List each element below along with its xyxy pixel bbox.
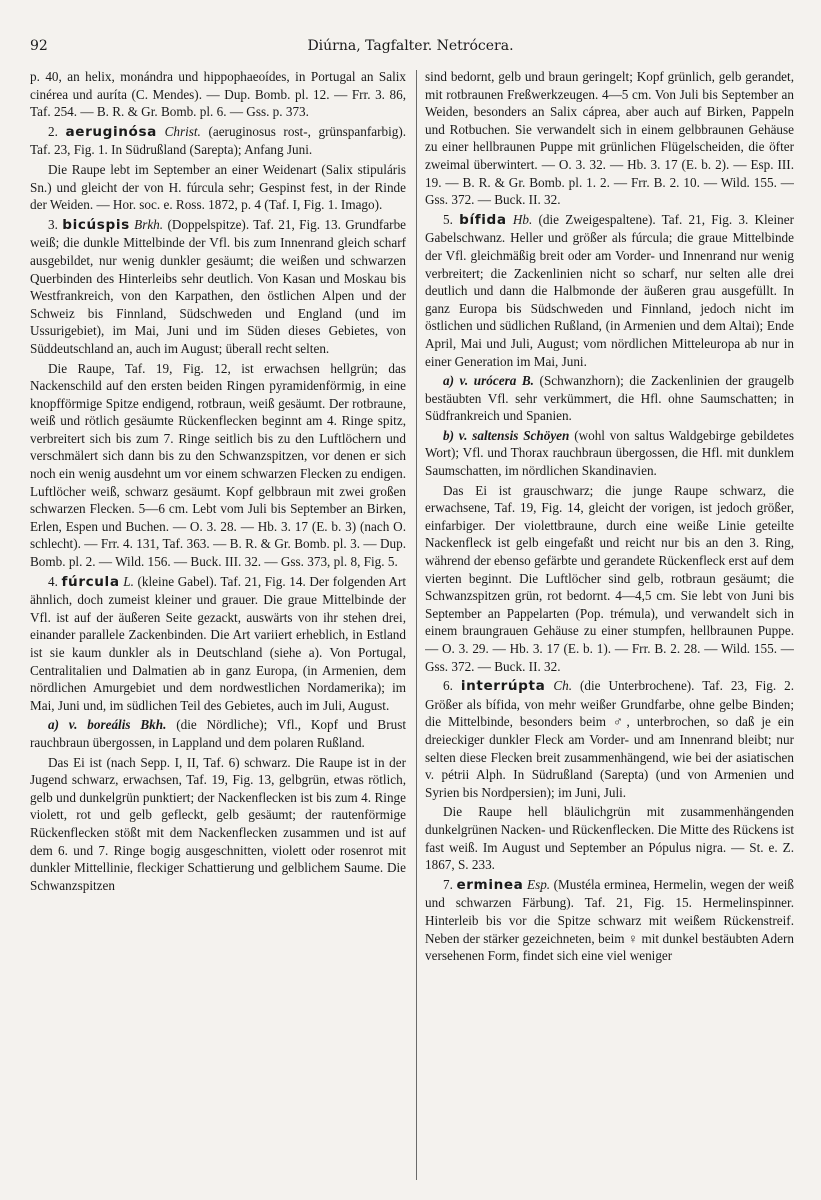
variety-description: (Schwanzhorn); die Zackenlinien der graugelb bestäubten Vfl. sehr verkümmert, die Hfl. ohne Saumschatten; in Südfrankreich und Spanien.: [425, 373, 794, 424]
paragraph: Das Ei ist (nach Sepp. I, II, Taf. 6) schwarz. Die Raupe ist in der Jugend schwarz, erwachsen, Taf. 19, Fig. 13, gelbgrün, etwas rötlich, gelb und dunkelgrün punktiert; der Nackenflecken ist bis zum 4. Ringe violett, rot und gelb gefleckt, gelb gesäumt; der rautenförmige Rückenflecken stößt mit dem Nackenflecken zusammen und ist auf dem 6. und 7. Ringe bogig ausgeschnitten, violett oder rosenrot mit dunkler Mittellinie, fleckiger Schattierung und gelblichem Saume. Die Schwanzspitzen: [30, 754, 406, 893]
running-head: Diúrna, Tagfalter. Netrócera.: [307, 38, 514, 54]
species-author: Hb.: [512, 211, 533, 227]
paragraph: sind bedornt, gelb und braun geringelt; Kopf grünlich, gelb gerandet, mit rotbraunen Freßwerkzeugen. 4—5 cm. Von Juli bis September an Weiden, besonders an Salix cáprea, aber auch auf Birken, Pappeln und Rotbuchen. Sie verwandelt sich in einem gelbbraunen Gehäuse zu einer hellbraunen Puppe mit grünlichen Flügelscheiden, die öfter zweimal überwintert. — O. 3. 32. — Hb. 3. 17 (E. b. 2). — Esp. III. 19. — B. R. & Gr. Bomb. pl. 1. 2. — Frr. B. 2. 10. — Wild. 155. — Gss. 372. — Buck. II. 32.: [425, 69, 794, 208]
species-description: (aeruginosus rost-, grünspanfarbig). Taf. 23, Fig. 1. In Südrußland (Sarepta); Anfang Juni.: [30, 123, 406, 158]
variety-name: a) v. urócera B.: [443, 373, 534, 389]
left-column: [30, 68, 406, 1188]
species-description: (die Zweigespaltene). Taf. 21, Fig. 3. Kleiner Gabelschwanz. Heller und größer als fúrcula; die graue Mittelbinde der Vfl. gleichmäßig breit oder am Vorder- und Innenrand nur wenig verbreitert; die Zackenlinien nicht so scharf, nur selten alle drei deutlich und dann die Halbmonde der äußeren grau ausgefüllt. In ganz Europa bis Südschweden und Finnland, jedoch nicht im östlichen und südlichen Rußland, (in Armenien und dem Altai); Ende April, Mai und Juli, August; vom nördlichen Mitteleuropa ab nur in einer Generation im Mai, Juni.: [425, 211, 794, 369]
species-author: L.: [123, 573, 134, 589]
paragraph: Die Raupe lebt im September an einer Weidenart (Salix stipuláris Sn.) und gleicht der von H. fúrcula sehr; Gespinst fest, in der Rinde der Weiden. — Hor. soc. e. Ross. 1872, p. 4 (Taf. I, Fig. 1. Imago).: [30, 161, 406, 213]
species-description: (die Unterbrochene). Taf. 23, Fig. 2. Größer als bífida, von mehr weißer Grundfarbe, ohne gelbe Binden; die Mittelbinde, besonders beim ♂, unterbrochen, so daß je ein dreieckiger dunkler Fleck am Vorder- und am Innenrand bleibt; nur selten diese Flecken breit zusammenhängend, wie bei der asiatischen v. pétrii Alph. In Südrußland (Sarepta) (und von Armenien und Syrien bis Nordpersien); im Juni, Juli.: [425, 678, 794, 800]
page-number: 92: [30, 38, 48, 54]
variety-description: (die Nördliche); Vfl., Kopf und Brust rauchbraun übergossen, in Lappland und dem polaren Rußland.: [30, 717, 406, 750]
paragraph: Das Ei ist grauschwarz; die junge Raupe schwarz, die erwachsene, Taf. 19, Fig. 14, gleicht der vorigen, ist jedoch größer, einfarbiger. Der violettbraune, durch eine weiße Linie geteilte Nackenfleck ist gelb eingefaßt und reicht nur bis an den 3. Ring, während der ebenso gefärbte und gerandete Rückenfleck erst auf dem vierten beginnt. Die Luftlöcher sind gelb, rotbraun gesäumt; die Schwanzspitzen grün, rot bedornt. 4—4,5 cm. Sie lebt von Juni bis September an Pappelarten (Pop. trémula), und verwandelt sich in einem braungrauen Gehäuse zu einer stumpfen, hellbraunen Puppe. — O. 3. 29. — Hb. 3. 17 (E. b. 1). — Frr. B. 2. 28. — Wild. 155. — Gss. 372. — Buck. II. 32.: [425, 482, 794, 674]
page-header: [30, 38, 791, 62]
variety-entry: [425, 427, 794, 480]
species-description: (kleine Gabel). Taf. 21, Fig. 14. Der folgenden Art ähnlich, doch zumeist kleiner und grauer. Die graue Mittelbinde der Vfl. ist auf der äußeren Seite gezackt, auswärts von ihr stehen drei, einander parallele Zackenbinden. Die Art variiert erheblich, in Estland ist sie kaum dunkler als in Deutschland (siehe a). Von Portugal, Centralitalien und Dalmatien ab in ganz Europa, (in Armenien, dem nördlichen Amurgebiet und dem nordwestlichen Nordamerika); im Mai, Juni und, im südlichen Teil des Gebietes, auch im Juli, August.: [30, 573, 406, 713]
species-name: fúrcula: [61, 573, 120, 590]
species-name: bicúspis: [62, 216, 130, 233]
species-entry-interrupta: 6. interrúpta Ch. (die Unterbrochene). Taf. 23, Fig. 2. Größer als bífida, von mehr weißer Grundfarbe, ohne gelbe Binden; die Mittelbinde, besonders beim ♂, unterbrochen, so daß je ein dreieckiger dunkler Fleck am Vorder- und am Innenrand bleibt; nur selten diese Flecken breit zusammenhängend, wie bei der asiatischen v. pétrii Alph. In Südrußland (Sarepta) (und von Armenien und Syrien bis Nordpersien); im Juni, Juli.: [425, 678, 794, 800]
variety-name: b) v. saltensis Schöyen: [443, 427, 570, 443]
variety-entry: [30, 716, 406, 751]
paragraph: Die Raupe, Taf. 19, Fig. 12, ist erwachsen hellgrün; das Nackenschild auf den ersten beiden Ringen pyramidenförmig, in eine knopfförmige Spitze endigend, rotbraun, weiß gesäumt. Der rotbraune, weiß und rötlich gesäumte Rückenflecken beginnt am 4. Ringe spitz, verbreitert sich bis zum 7. Ringe seitlich bis zu den Luftlöchern und verschmälert sich dann bis zu den Schwanzspitzen, vor denen er sich noch ein wenig ausdehnt um vor einem schwarzen Flecken zu endigen. Luftlöcher weiß, schwarz gesäumt. Kopf gelbbraun mit zwei großen schwarzen Flecken. 5—6 cm. Lebt vom Juli bis September an Birken, Erlen, Espen und Buchen. — O. 3. 28. — Hb. 3. 17 (E. b. 3) (nach O. schlecht). — Frr. 4. 131, Taf. 363. — B. R. & Gr. Bomb. pl. 3. — Dup. Bomb. pl. 2. — Wild. 156. — Buck. III. 32. — Gss. 373, pl. 8, Fig. 5.: [30, 360, 406, 570]
right-column: [425, 68, 794, 1188]
species-entry-bicuspis: 3. bicúspis Brkh. (Doppelspitze). Taf. 21, Fig. 13. Grundfarbe weiß; die dunkle Mittelbinde der Vfl. bis zum Innenrand gleich scharf ausgebildet, nur wenig dunkler gesäumt; die weißen und schwarzen Querbinden des Hinterleibs sehr deutlich. Von Kasan und Moskau bis Westfrankreich, von den Karpathen, den östlichen Alpen und der Schweiz bis Finnland, Südschweden und England (und im Ussurigebiet), im Mai, Juni und im Süden dieses Gebietes, von Süddeutschland an, auch im August; überall recht selten.: [30, 216, 406, 356]
species-author: Brkh.: [134, 216, 164, 232]
species-entry-furcula: 4. fúrcula L. (kleine Gabel). Taf. 21, Fig. 14. Der folgenden Art ähnlich, doch zumeist kleiner und grauer. Die graue Mittelbinde der Vfl. ist auf der äußeren Seite gezackt, auswärts von ihr stehen drei, einander parallele Zackenbinden. Die Art variiert erheblich, in Estland ist sie kaum dunkler als in Deutschland (siehe a). Von Portugal, Centralitalien und Dalmatien ab in ganz Europa, (in Armenien, dem nördlichen Amurgebiet und dem nordwestlichen Nordamerika); im Mai, Juni und, im südlichen Teil des Gebietes, auch im Juli, August.: [30, 573, 406, 713]
species-author: Esp.: [527, 876, 551, 892]
species-entry-erminea: 7. erminea Esp. (Mustéla erminea, Hermelin, wegen der weiß und schwarzen Färbung). Taf. 21, Fig. 15. Hermelinspinner. Hinterleib bis vor die Spitze schwarz mit weißem Rückenstreif. Neben der stärker gezeichneten, beim ♀ mit dunkel bestäubten Adern versehenen Form, findet sich eine viel weniger: [425, 876, 794, 964]
species-entry-bifida: 5. bífida Hb. (die Zweigespaltene). Taf. 21, Fig. 3. Kleiner Gabelschwanz. Heller und größer als fúrcula; die graue Mittelbinde der Vfl. gleichmäßig breit oder am Vorder- und Innenrand nur wenig verbreitert; die Zackenlinien nicht so scharf, nur selten alle drei deutlich und dann die Halbmonde der äußeren grau ausgefüllt. In ganz Europa bis Südschweden und Finnland, jedoch nicht im östlichen und südlichen Rußland, (in Armenien und dem Altai); Ende April, Mai und Juli, August; vom nördlichen Mitteleuropa ab nur in einer Generation im Mai, Juni.: [425, 211, 794, 369]
species-author: Christ.: [164, 123, 201, 139]
species-name: erminea: [456, 876, 524, 893]
species-author: Ch.: [553, 678, 573, 694]
variety-entry: [425, 372, 794, 425]
species-description: (Doppelspitze). Taf. 21, Fig. 13. Grundfarbe weiß; die dunkle Mittelbinde der Vfl. bis zum Innenrand gleich scharf ausgebildet, nur wenig dunkler gesäumt; die weißen und schwarzen Querbinden des Hinterleibs sehr deutlich. Von Kasan und Moskau bis Westfrankreich, von den Karpathen, den östlichen Alpen und der Schweiz bis Finnland, Südschweden und England (und im Ussurigebiet), im Mai, Juni und im Süden dieses Gebietes, von Süddeutschland an, auch im August; überall recht selten.: [30, 216, 406, 356]
species-name: aeruginósa: [65, 123, 157, 140]
species-name: bífida: [459, 211, 507, 228]
variety-description: (wohl von saltus Waldgebirge gebildetes Wort); Vfl. und Thorax rauchbraun übergossen, die Hfl. mit dunklem Saumschatten, im nördlichen Skandinavien.: [425, 427, 794, 479]
species-description: (Mustéla erminea, Hermelin, wegen der weiß und schwarzen Färbung). Taf. 21, Fig. 15. Hermelinspinner. Hinterleib bis vor die Spitze schwarz mit weißem Rückenstreif. Neben der stärker gezeichneten, beim ♀ mit dunkel bestäubten Adern versehenen Form, findet sich eine viel weniger: [425, 876, 794, 964]
column-divider: [416, 70, 417, 1180]
species-entry-aeruginosa: 2. aeruginósa Christ. (aeruginosus rost-, grünspanfarbig). Taf. 23, Fig. 1. In Südrußland (Sarepta); Anfang Juni.: [30, 123, 406, 158]
variety-name: a) v. boreális Bkh.: [48, 717, 167, 733]
paragraph: Die Raupe hell bläulichgrün mit zusammenhängenden dunkelgrünen Nacken- und Rückenflecken. Die Mitte des Rückens ist fast weiß. Im August und September an Pópulus nigra. — St. e. Z. 1867, S. 233.: [425, 804, 794, 873]
paragraph: p. 40, an helix, monándra und hippophaeoídes, in Portugal an Salix cinérea und auríta (C. Mendes). — Dup. Bomb. pl. 12. — Frr. 3. 86, Taf. 254. — B. R. & Gr. Bomb. pl. 6. — Gss. p. 373.: [30, 69, 406, 120]
species-name: interrúpta: [460, 678, 546, 695]
